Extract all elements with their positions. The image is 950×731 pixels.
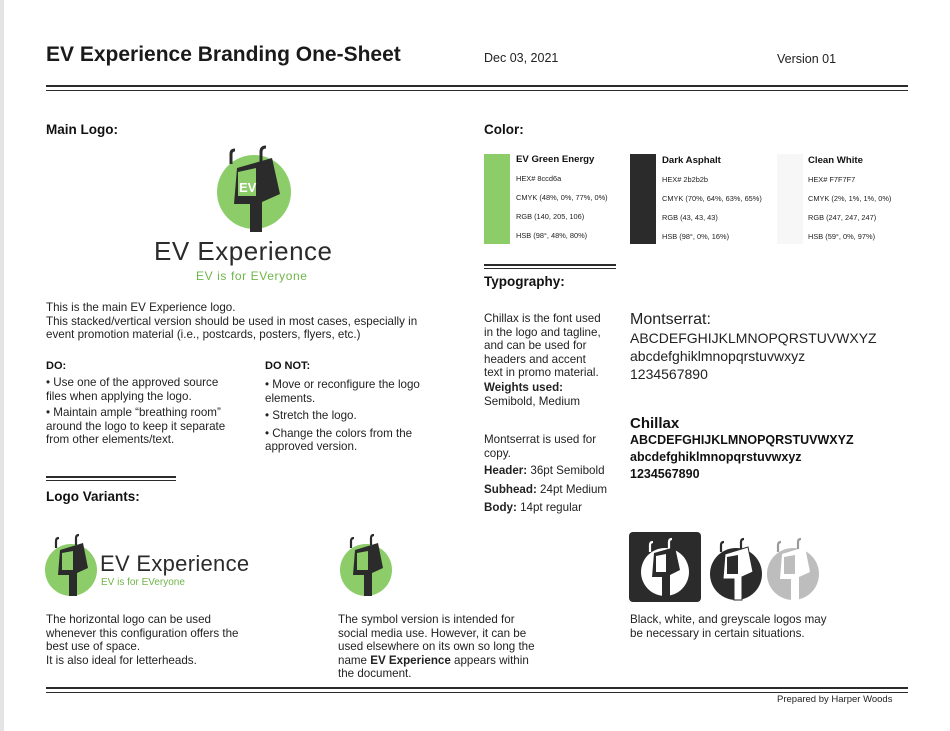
main-logo-description [46,301,466,342]
chillax-desc-line: Chillax is the font used [484,312,601,325]
swatch-hsb: HSB (59°, 0%, 97%) [808,232,876,241]
swatch-hex: HEX# 8ccd6a [516,174,562,183]
montserrat-desc-line: Montserrat is used for [484,433,597,446]
chillax-desc-line: headers and accent [484,352,586,366]
do-item-line: files when applying the logo. [46,389,192,403]
prepared-by: Prepared by Harper Woods [777,694,893,705]
montserrat-sample-lower: abcdefghiklmnopqrstuvwxyz [630,348,806,364]
horizontal-logo-description [46,613,286,667]
swatch-cmyk: CMYK (70%, 64%, 63%, 65%) [662,194,762,203]
montserrat-sample [630,311,877,383]
description-line: This is the main EV Experience logo. [46,301,236,314]
footer-rule-top [46,687,908,689]
header-date: Dec 03, 2021 [484,51,559,65]
typography-heading: Typography: [484,274,565,289]
main-logo-wordmark: EV Experience [154,236,333,266]
donot-list [265,378,465,454]
montserrat-sample-upper: ABCDEFGHIJKLMNOPQRSTUVWXYZ [630,330,877,346]
do-item-line: around the logo to keep it separate [46,419,226,433]
symbol-desc-line [338,654,598,668]
footer-rule-bottom [46,692,908,693]
horizontal-desc-line: best use of space. [46,640,141,654]
header-version: Version 01 [777,52,837,66]
swatch-chip-green [484,154,510,244]
chillax-description [484,312,624,408]
page-title: EV Experience Branding One-Sheet [46,43,401,66]
do-list [46,376,256,447]
do-item [46,406,256,447]
do-item [46,376,256,403]
montserrat-desc-line: copy. [484,446,511,460]
swatch-hex: HEX# F7F7F7 [808,175,856,184]
variants-rule-bottom [46,480,176,481]
symbol-desc-line: social media use. However, it can be [338,626,527,640]
description-line: This stacked/vertical version should be used in most cases, especially in [46,314,418,328]
spec-value: 36pt Semibold [527,464,605,478]
spec-subhead [484,483,624,497]
swatch-hsb: HSB (98°, 48%, 80%) [516,231,588,240]
symbol-desc-line: The symbol version is intended for [338,613,515,626]
swatch-green [516,154,608,240]
swatch-name: Clean White [808,155,863,166]
swatch-chip-asphalt [630,154,656,244]
montserrat-sample-name: Montserrat: [630,311,711,328]
variants-rule-top [46,476,176,478]
donot-item [265,378,465,405]
swatch-rgb: RGB (140, 205, 106) [516,212,585,221]
do-item-line: • Use one of the approved source [46,376,219,389]
horizontal-logo-symbol [44,530,100,598]
main-logo-badge-text: EV [239,180,257,195]
description-line: event promotion material (i.e., postcards, posters, flyers, etc.) [46,328,361,342]
swatch-rgb: RGB (247, 247, 247) [808,213,877,222]
swatch-hex: HEX# 2b2b2b [662,175,709,184]
mono-desc-line: be necessary in certain situations. [630,626,805,640]
donot-item-line: • Change the colors from the [265,426,413,440]
chillax-sample-digits: 1234567890 [630,467,700,481]
main-logo-symbol [210,144,300,232]
typography-rule-top [484,264,616,266]
donot-item-line: • Move or reconfigure the logo [265,378,420,391]
chillax-desc-line: text in promo material. [484,366,599,380]
do-item-line: • Maintain ample “breathing room” [46,406,221,420]
swatch-chip-white [777,154,803,244]
variants-heading: Logo Variants: [46,489,140,504]
weights-value: Semibold, Medium [484,394,581,408]
main-logo-tagline: EV is for EVeryone [196,269,308,283]
symbol-desc-bold: EV Experience [370,653,451,667]
symbol-desc-line: used elsewhere on its own so long the [338,640,535,654]
page-edge [0,0,4,731]
spec-label: Body: [484,501,517,515]
swatch-white [808,155,891,241]
horizontal-desc-line: whenever this configuration offers the [46,626,239,640]
swatch-cmyk: CMYK (2%, 1%, 1%, 0%) [808,194,892,203]
white-logo [706,534,764,602]
symbol-desc-line: the document. [338,667,412,681]
donot-item [265,409,465,423]
mono-logo-description [630,613,890,640]
spec-value: 14pt regular [516,501,582,515]
montserrat-description [484,433,624,515]
color-heading: Color: [484,122,524,137]
horizontal-logo-tagline: EV is for EVeryone [101,577,185,588]
donot-item [265,427,465,454]
chillax-desc-line: in the logo and tagline, [484,325,601,339]
horizontal-desc-line: It is also ideal for letterheads. [46,653,197,667]
swatch-cmyk: CMYK (48%, 0%, 77%, 0%) [516,193,608,202]
do-heading: DO: [46,360,67,372]
symbol-logo-description [338,613,598,681]
chillax-sample-name: Chillax [630,415,680,432]
weights-label: Weights used: [484,380,564,394]
do-item-line: from other elements/text. [46,433,175,447]
symbol-desc-post: appears within [450,653,529,667]
spec-header [484,464,624,478]
horizontal-logo-wordmark: EV Experience [100,551,250,576]
swatch-rgb: RGB (43, 43, 43) [662,213,718,222]
horizontal-desc-line: The horizontal logo can be used [46,613,212,626]
swatch-name: EV Green Energy [516,154,595,165]
donot-item-line: elements. [265,391,316,405]
chillax-sample [630,415,854,483]
montserrat-sample-digits: 1234567890 [630,366,708,382]
main-logo-heading: Main Logo: [46,122,118,137]
black-logo [629,532,701,602]
donot-item-line: • Stretch the logo. [265,409,357,423]
mono-desc-line: Black, white, and greyscale logos may [630,613,827,626]
chillax-desc-line: and can be used for [484,339,587,353]
donot-item-line: approved version. [265,440,358,454]
symbol-desc-pre: name [338,653,371,667]
spec-label: Header: [484,464,528,478]
spec-body [484,501,624,515]
spec-label: Subhead: [484,482,537,496]
swatch-name: Dark Asphalt [662,155,721,166]
header-rule-top [46,85,908,87]
swatch-asphalt [662,155,762,241]
symbol-logo [338,530,394,598]
typography-rule-bottom [484,268,616,269]
header-rule-bottom [46,90,908,91]
swatch-hsb: HSB (98°, 0%, 16%) [662,232,730,241]
greyscale-logo [765,534,823,602]
donot-heading: DO NOT: [265,360,311,372]
chillax-sample-lower: abcdefghiklmnopqrstuvwxyz [630,450,802,464]
spec-value: 24pt Medium [536,482,608,496]
chillax-sample-upper: ABCDEFGHIJKLMNOPQRSTUVWXYZ [630,433,854,447]
